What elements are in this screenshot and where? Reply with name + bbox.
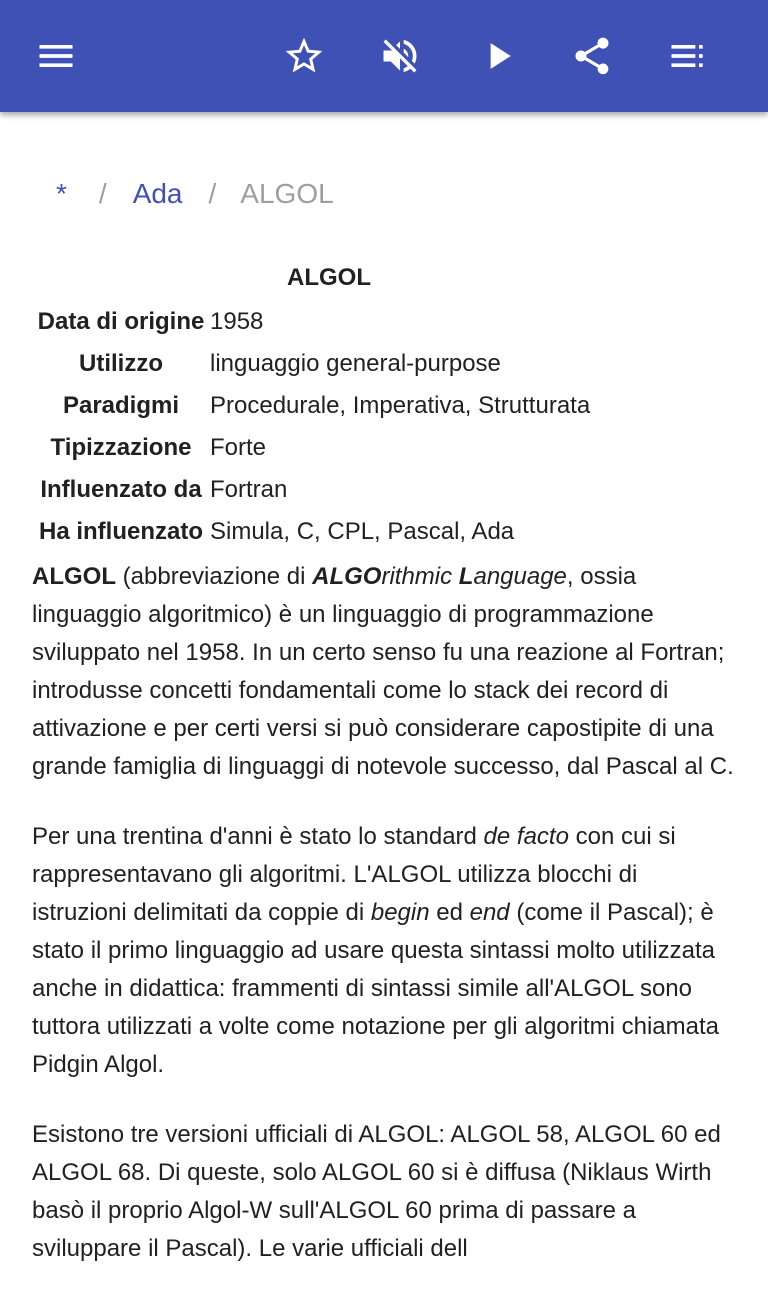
text-run: con cui si rappresentavano gli algoritmi. L'ALGOL utilizza blocchi di istruzioni delimitati da coppie di [32, 823, 676, 926]
text-run: anguage [473, 563, 567, 590]
infobox-row [32, 350, 632, 392]
playlist-icon [666, 34, 710, 78]
infobox-title: ALGOL [287, 264, 371, 291]
infobox-label: Utilizzo [79, 350, 163, 377]
breadcrumb-separator: / [98, 178, 107, 209]
text-run: L [458, 563, 474, 590]
text-run: de facto [483, 823, 569, 850]
article-paragraph: Esistono tre versioni ufficiali di ALGOL: ALGOL 58, ALGOL 60 ed ALGOL 68. Di queste, solo ALGOL 60 si è diffusa (Niklaus Wirth basò il proprio Algol-W sull'ALGOL 60 prima di passare a sviluppare il Pascal). Le varie ufficiali dell [32, 1121, 721, 1262]
infobox-value: Fortran [210, 476, 288, 503]
share-icon [570, 34, 614, 78]
infobox-row [32, 434, 632, 476]
mute-button[interactable] [372, 28, 428, 84]
text-run: (come il Pascal); è stato il primo linguaggio ad usare questa sintassi molto utilizzata anche in didattica: frammenti di sintassi simile all'ALGOL sono tuttora utilizzati a volte come notazione per gli algoritmi chiamata Pidgin Algol. [32, 899, 719, 1078]
text-run: begin [370, 899, 430, 926]
infobox-row [32, 476, 632, 518]
share-button[interactable] [564, 28, 620, 84]
infobox-value: Simula, C, CPL, Pascal, Ada [210, 518, 515, 545]
breadcrumb [56, 178, 334, 210]
star-icon [282, 34, 326, 78]
infobox-label: Ha influenzato [38, 518, 203, 545]
breadcrumb-home-link[interactable]: * [56, 178, 67, 209]
article-paragraph [32, 558, 736, 786]
infobox-row [32, 308, 632, 350]
breadcrumb-current: ALGOL [240, 178, 334, 209]
play-icon [476, 34, 520, 78]
volume-off-icon [378, 34, 422, 78]
article-body [32, 558, 736, 1300]
menu-button[interactable] [28, 28, 84, 84]
app-toolbar [0, 0, 768, 112]
text-run: ALGO [312, 563, 382, 590]
article-paragraph [32, 818, 736, 1084]
bookmark-button[interactable] [276, 28, 332, 84]
infobox-value: linguaggio general-purpose [210, 350, 501, 377]
text-run: ed [429, 899, 470, 926]
contents-button[interactable] [660, 28, 716, 84]
infobox-label: Influenzato da [40, 476, 202, 503]
infobox-value: 1958 [210, 308, 264, 335]
text-run: Per una trentina d'anni è stato lo standard [32, 823, 484, 850]
infobox-label: Tipizzazione [50, 434, 192, 461]
article-term: ALGOL [32, 563, 116, 590]
infobox-label: Paradigmi [62, 392, 180, 419]
play-button[interactable] [470, 28, 526, 84]
menu-icon [34, 34, 78, 78]
infobox-row [32, 392, 632, 434]
breadcrumb-parent-link[interactable]: Ada [132, 178, 183, 209]
text-run: end [469, 899, 510, 926]
infobox-label: Data di origine [37, 308, 205, 335]
text-run: (abbreviazione di [116, 563, 313, 590]
breadcrumb-separator: / [208, 178, 217, 209]
text-run: , ossia linguaggio algoritmico) è un linguaggio di programmazione sviluppato nel 1958. In un certo senso fu una reazione al Fortran; introdusse concetti fondamentali come lo stack dei record di attivazione e per certi versi si può considerare capostipite di una grande famiglia di linguaggi di notevole successo, dal Pascal al C. [32, 563, 734, 780]
infobox-row [32, 518, 632, 560]
text-run: rithmic [381, 563, 459, 590]
infobox-value: Procedurale, Imperativa, Strutturata [210, 392, 591, 419]
infobox-value: Forte [210, 434, 267, 461]
